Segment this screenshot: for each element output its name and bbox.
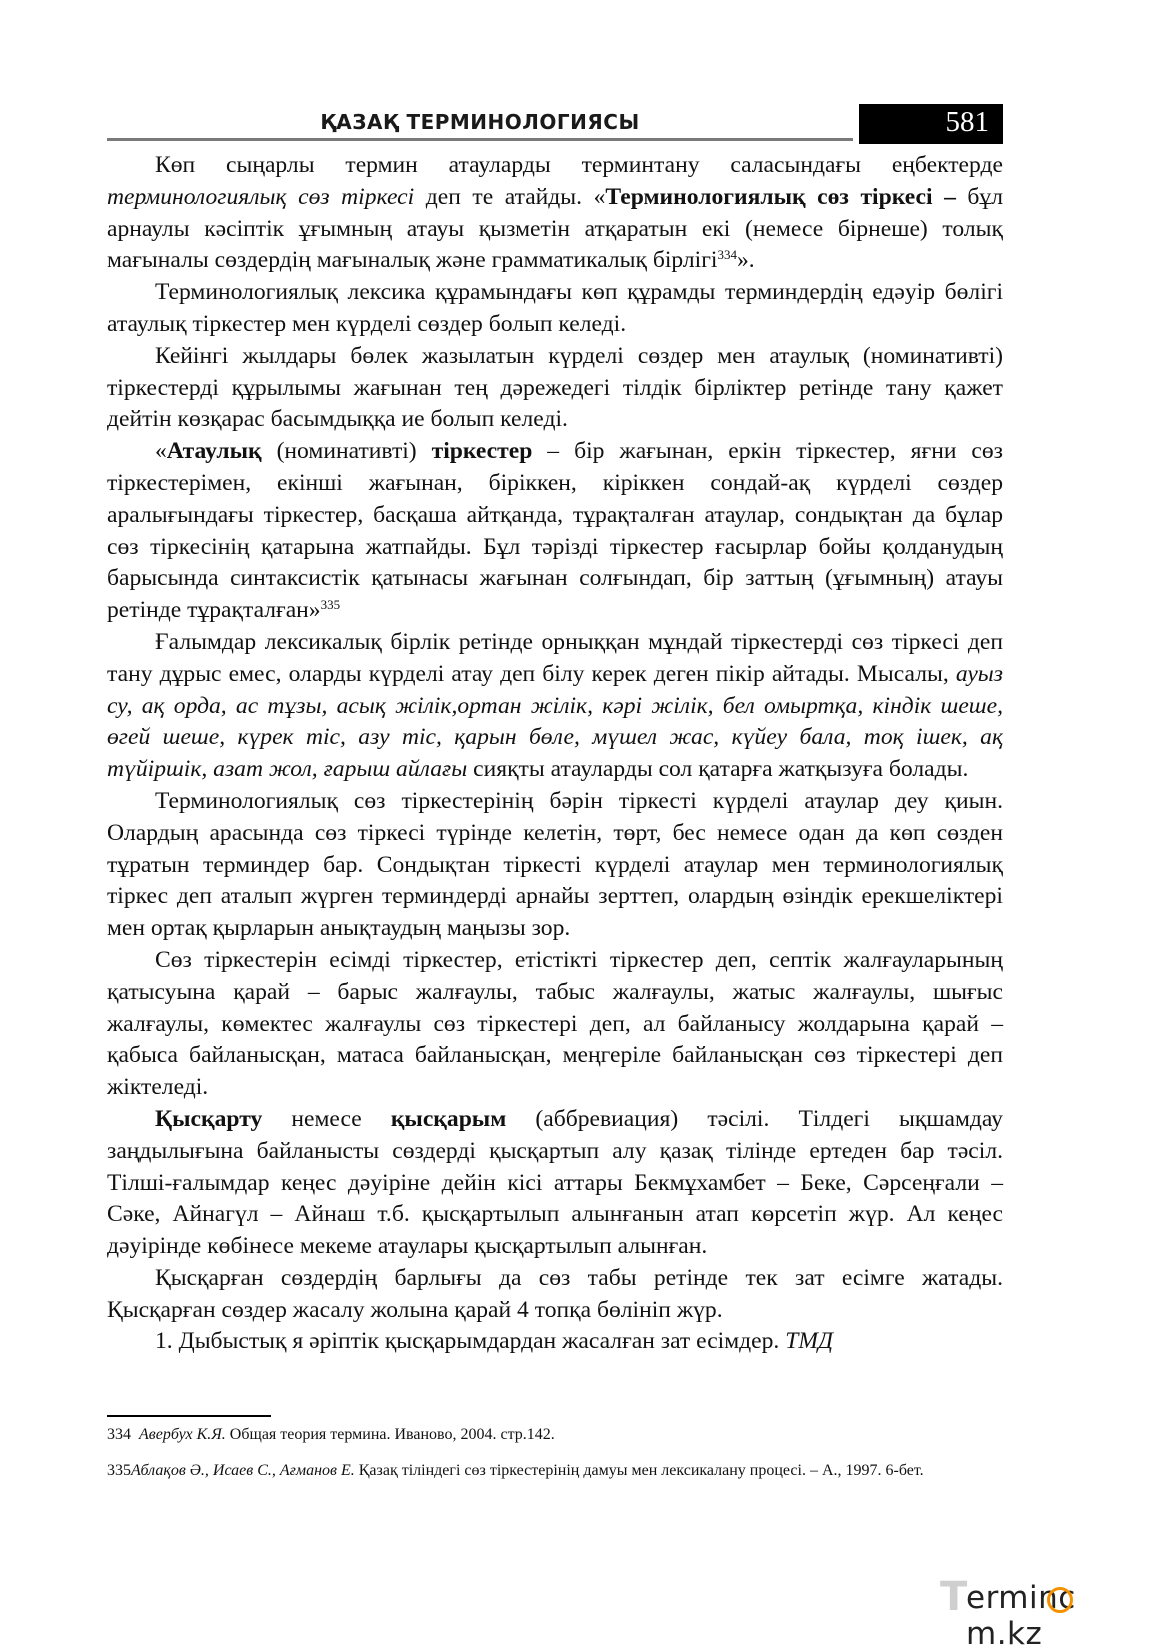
bold-term: тіркестер [431,438,533,465]
logo-ring-icon [1047,1587,1073,1613]
italic-term: ТМД [785,1328,834,1355]
footnote-rule [107,1415,271,1417]
paragraph-5 [107,627,1003,786]
text-span: немесе [262,1105,391,1132]
footnote-number: 334 [107,1426,131,1443]
bold-term: Терминологиялық сөз тіркесі – [605,183,956,210]
text-span: – бір жағынан, еркін тіркестер, яғни сөз тіркестерімен, екінші жағынан, біріккен, кіріккен сондай-ақ күрделі сөздер аралығындағы тіркестер, басқаша айтқанда, тұрақталған атаулар, сондықтан да бұлар сөз тіркесінің қатарына жатпайды. Бұл тәрізді тіркестер ғасырлар бойы қолданудың барысында синтаксистік қатынасы жағынан солғындап, бір заттың (ұғымның) атауы ретінде тұрақталған» [107,438,1004,624]
paragraph-3: Кейінгі жылдары бөлек жазылатын күрделі сөздер мен атаулық (номинативті) тіркестерді құрылымы жағынан тең дәрежедегі тілдік бірліктер ретінде тану қажет дейтін көзқарас басымдыққа ие болып келеді. [107,342,1003,433]
italic-examples: ауыз су, ақ орда, ас тұзы, асық жілік,ортан жілік, кәрі жілік, бел омыртқа, кіндік шеше, өгей шеше, күрек тіс, азу тіс, қарын бөле, мүшел жас, күйеу бала, тоқ ішек, ақ түйіршік, азат жол, ғарыш айлағы [107,660,1003,783]
paragraph-8 [107,1104,1003,1263]
bold-term: Атаулық [166,438,262,465]
termincom-logo [940,1572,1150,1652]
footnote-number: 335 [107,1462,131,1479]
text-span: (аббревиация) тәсілі. Тілдегі ықшамдау заңдылығына байланысты сөздерді қысқартып алу қазақ тілінде ертеден бар тәсіл. Тілші-ғалымдар кеңес дәуіріне дейін кісі аттары Бекмұхамбет – Беке, Сәрсеңғали – Сәке, Айнагүл – Айнаш т.б. қысқартылып алынғанын атап көрсетіп жүр. Ал кеңес дәуірінде көбінесе мекеме атаулары қысқартылып алынған. [107,1105,1003,1260]
paragraph-4 [107,436,1003,627]
paragraph-9: Қысқарған сөздердің барлығы да сөз табы ретінде тек зат есімге жатады. Қысқарған сөздер жасалу жолына қарай 4 топқа бөлініп жүр. [107,1264,1003,1323]
footnote-335 [107,1460,1003,1482]
text-span: « [155,438,167,465]
footnote-text: Общая теория термина. Иваново, 2004. стр.142. [225,1426,555,1443]
text-span: (номинативті) [261,438,432,465]
page-number-box [859,104,1003,144]
footnote-ref-335[interactable]: 335 [320,597,341,613]
bold-term: қысқарым [390,1105,507,1132]
italic-term: терминологиялық сөз тіркесі [107,183,415,210]
footnote-ref-334[interactable]: 334 [717,247,737,263]
footnote-author: Аблақов Ә., Исаев С., Ағманов Е. [131,1462,355,1479]
footnote-334 [107,1424,1003,1446]
footnote-author: Авербух К.Я. [139,1426,226,1443]
text-span: бұл арнаулы кәсіптік ұғымның атауы қызметін атқаратын екі (немесе бірнеше) толық мағыналы сөздердің мағыналық және грамматикалық бірлігі [107,183,1004,274]
text-span: Көп сыңарлы термин атауларды терминтану саласындағы еңбектерде [155,152,1003,178]
paragraph-10 [107,1326,1003,1358]
text-span: 1. Дыбыстық я әріптік қысқарымдардан жасалған зат есімдер. [155,1328,786,1355]
text-span: ». [736,247,755,274]
logo-text-part: erminc [966,1580,1076,1616]
page-header [107,104,1003,144]
logo-text-part: m.kz [966,1616,1043,1652]
paragraph-1 [107,150,1003,277]
body-text [107,150,1003,1358]
text-span: деп те атайды. « [414,183,606,210]
paragraph-2: Терминологиялық лексика құрамындағы көп құрамды терминдердің едәуір бөлігі атаулық тіркестер мен күрделі сөздер болып келеді. [107,279,1003,337]
paragraph-6: Терминологиялық сөз тіркестерінің бәрін тіркесті күрделі атаулар деу қиын. Олардың арасында сөз тіркесі түрінде келетін, төрт, бес немесе одан да көп сөзден тұратын терминдер бар. Сондықтан тіркесті күрделі атаулар мен терминологиялық тіркес деп аталып жүрген терминдерді арнайы зерттеп, олардың өзіндік ерекшеліктері мен ортақ қырларын анықтаудың маңызы зор. [107,787,1003,942]
header-rule [107,138,853,141]
bold-term: Қысқарту [155,1105,263,1132]
footnotes [107,1424,1003,1482]
text-span: сияқты атауларды сол қатарға жатқызуға болады. [467,756,969,783]
logo-letter: T [940,1574,968,1620]
paragraph-7: Сөз тіркестерін есімді тіркестер, етістікті тіркестер деп, септік жалғауларының қатысуына қарай – барыс жалғаулы, табыс жалғаулы, жатыс жалғаулы, шығыс жалғаулы, көмектес жалғаулы сөз тіркестері деп, ал байланысу жолдарына қарай – қабыса байланысқан, матаса байланысқан, меңгеріле байланысқан сөз тіркестері деп жіктеледі. [107,946,1003,1101]
text-span: Ғалымдар лексикалық бірлік ретінде орныққан мұндай тіркестерді сөз тіркесі деп тану дұрыс емес, оларды күрделі атау деп білу керек деген пікір айтады. Мысалы, [107,628,1003,687]
page-number: 581 [945,106,989,138]
footnote-text: Қазақ тіліндегі сөз тіркестерінің дамуы мен лексикалану процесі. – А., 1997. 6-бет. [354,1462,924,1479]
running-title: ҚАЗАҚ ТЕРМИНОЛОГИЯСЫ [320,110,640,134]
